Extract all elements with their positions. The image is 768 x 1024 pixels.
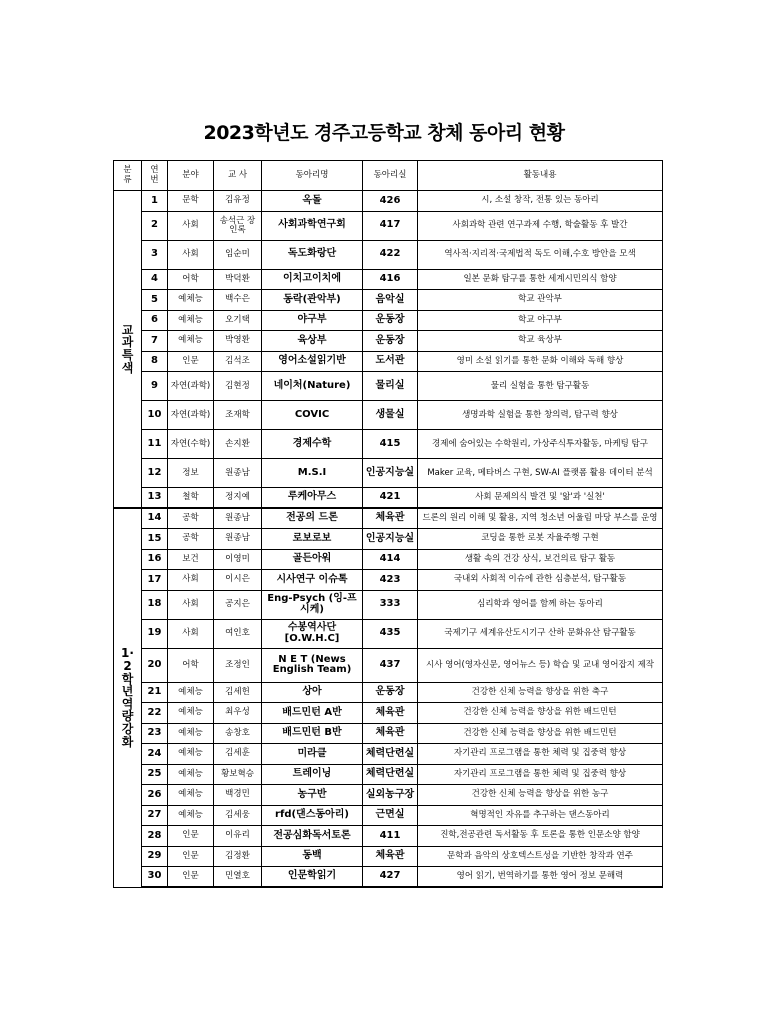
row-activity: 경제에 숨어있는 수학원리, 가상주식투자활동, 마케팅 탐구 [418,430,663,459]
row-room: 422 [363,240,418,269]
row-teacher: 최우성 [214,703,262,724]
row-activity: 국제기구 세계유산도시기구 산하 문화유산 탐구활동 [418,619,663,648]
row-number: 15 [142,529,168,550]
row-teacher: 조정인 [214,648,262,682]
row-number: 27 [142,805,168,826]
row-field: 예체능 [168,290,214,311]
table-row [114,372,663,401]
table-body [114,191,663,888]
row-field: 사회 [168,590,214,619]
row-field: 예체능 [168,785,214,806]
row-teacher: 송창호 [214,723,262,744]
row-teacher: 손지환 [214,430,262,459]
table-row [114,785,663,806]
table-row [114,826,663,847]
row-teacher: 김석조 [214,351,262,372]
row-activity: 일본 문화 탐구를 통한 세계시민의식 함양 [418,269,663,290]
row-club-name: 네이처(Nature) [262,372,363,401]
row-activity: 건강한 신체 능력을 향상을 위한 농구 [418,785,663,806]
row-field: 인문 [168,846,214,867]
row-number: 30 [142,867,168,888]
row-club-name: M.S.I [262,459,363,488]
table-row [114,846,663,867]
row-club-name: 경제수학 [262,430,363,459]
row-field: 인문 [168,826,214,847]
row-number: 1 [142,191,168,212]
row-teacher: 이유리 [214,826,262,847]
row-club-name: 수봉역사단 [O.W.H.C] [262,619,363,648]
row-activity: 물리 실험을 통한 탐구활동 [418,372,663,401]
row-number: 14 [142,508,168,529]
row-teacher: 임순미 [214,240,262,269]
row-club-name: 전공의 드론 [262,508,363,529]
row-club-name: 골든아워 [262,549,363,570]
row-field: 자연(수학) [168,430,214,459]
row-club-name: 로보로보 [262,529,363,550]
row-club-name: 배드민턴 A반 [262,703,363,724]
row-field: 정보 [168,459,214,488]
row-teacher: 이시은 [214,570,262,591]
category-label: 1·2학년 역량 강화 [121,646,134,749]
row-club-name: 배드민턴 B반 [262,723,363,744]
row-field: 예체능 [168,805,214,826]
header-teacher: 교 사 [214,161,262,191]
row-number: 11 [142,430,168,459]
row-teacher: 박영환 [214,331,262,352]
row-teacher: 원종남 [214,508,262,529]
row-activity: 건강한 신체 능력을 향상을 위한 배드민턴 [418,703,663,724]
header-field: 분야 [168,161,214,191]
table-row [114,867,663,888]
row-field: 보건 [168,549,214,570]
row-field: 철학 [168,488,214,509]
row-club-name: 인문학읽기 [262,867,363,888]
row-number: 21 [142,682,168,703]
row-field: 어학 [168,648,214,682]
table-row [114,290,663,311]
row-club-name: 동백 [262,846,363,867]
table-row [114,648,663,682]
row-field: 사회 [168,570,214,591]
row-activity: 자기관리 프로그램을 통한 체력 및 집중력 향상 [418,744,663,765]
row-field: 사회 [168,240,214,269]
row-field: 예체능 [168,331,214,352]
row-activity: 사회 문제의식 발견 및 '앎'과 '실천' [418,488,663,509]
row-club-name: Eng-Psych (잉-프시케) [262,590,363,619]
header-category: 분류 [114,161,142,191]
row-room: 도서관 [363,351,418,372]
row-number: 24 [142,744,168,765]
row-teacher: 백경민 [214,785,262,806]
row-club-name: 독도화랑단 [262,240,363,269]
table-row [114,549,663,570]
row-club-name: 동락(관악부) [262,290,363,311]
table-row [114,764,663,785]
row-teacher: 원종남 [214,459,262,488]
row-club-name: 옥돌 [262,191,363,212]
row-number: 28 [142,826,168,847]
table-row [114,310,663,331]
table-row [114,240,663,269]
row-activity: 생활 속의 건강 상식, 보건의료 탐구 활동 [418,549,663,570]
category-cell [114,191,142,509]
row-field: 어학 [168,269,214,290]
table-row [114,619,663,648]
row-room: 411 [363,826,418,847]
row-number: 6 [142,310,168,331]
row-number: 10 [142,401,168,430]
row-activity: 사회과학 관련 연구과제 수행, 학술활동 후 발간 [418,211,663,240]
row-field: 예체능 [168,744,214,765]
row-activity: 코딩을 통한 로봇 자율주행 구현 [418,529,663,550]
table-row [114,805,663,826]
row-teacher: 김유정 [214,191,262,212]
row-number: 5 [142,290,168,311]
row-club-name: 영어소설읽기반 [262,351,363,372]
row-club-name: COVIC [262,401,363,430]
row-room: 물리실 [363,372,418,401]
row-field: 예체능 [168,703,214,724]
table-row [114,269,663,290]
row-activity: 학교 육상부 [418,331,663,352]
row-activity: 심리학과 영어를 함께 하는 동아리 [418,590,663,619]
row-teacher: 백수은 [214,290,262,311]
row-number: 4 [142,269,168,290]
row-number: 22 [142,703,168,724]
row-field: 공학 [168,529,214,550]
row-club-name: 이치고이치에 [262,269,363,290]
row-number: 18 [142,590,168,619]
row-activity: 역사적·지리적·국제법적 독도 이해,수호 방안을 모색 [418,240,663,269]
row-room: 체육관 [363,703,418,724]
row-number: 19 [142,619,168,648]
row-club-name: 상아 [262,682,363,703]
row-room: 437 [363,648,418,682]
row-club-name: 미라클 [262,744,363,765]
row-teacher: 오기택 [214,310,262,331]
row-activity: 영어 읽기, 번역하기를 통한 영어 정보 문해력 [418,867,663,888]
row-teacher: 황보혁승 [214,764,262,785]
row-teacher: 박덕환 [214,269,262,290]
row-number: 20 [142,648,168,682]
row-room: 423 [363,570,418,591]
header-room: 동아리실 [363,161,418,191]
table-row [114,682,663,703]
row-room: 417 [363,211,418,240]
row-teacher: 여인호 [214,619,262,648]
row-field: 사회 [168,619,214,648]
header-club: 동아리명 [262,161,363,191]
row-field: 자연(과학) [168,401,214,430]
row-activity: 건강한 신체 능력을 향상을 위한 축구 [418,682,663,703]
row-number: 7 [142,331,168,352]
row-activity: 혁명적인 자유를 추구하는 댄스동아리 [418,805,663,826]
row-field: 사회 [168,211,214,240]
row-number: 8 [142,351,168,372]
row-field: 자연(과학) [168,372,214,401]
row-number: 9 [142,372,168,401]
header-number: 연번 [142,161,168,191]
row-room: 체육관 [363,846,418,867]
table-row [114,331,663,352]
table-row [114,191,663,212]
row-teacher: 이영미 [214,549,262,570]
table-row [114,430,663,459]
row-room: 인공지능실 [363,529,418,550]
row-activity: 문학과 음악의 상호텍스트성을 기반한 창작과 연주 [418,846,663,867]
row-teacher: 김세웅 [214,805,262,826]
row-activity: 학교 야구부 [418,310,663,331]
row-teacher: 원종남 [214,529,262,550]
row-field: 문학 [168,191,214,212]
row-activity: 학교 관악부 [418,290,663,311]
row-room: 체력단련실 [363,764,418,785]
row-number: 2 [142,211,168,240]
row-room: 체육관 [363,723,418,744]
row-club-name: 트레이닝 [262,764,363,785]
table-row [114,703,663,724]
row-activity: 건강한 신체 능력을 향상을 위한 배드민턴 [418,723,663,744]
row-number: 16 [142,549,168,570]
row-number: 13 [142,488,168,509]
row-field: 예체능 [168,764,214,785]
row-club-name: 루케아무스 [262,488,363,509]
row-number: 26 [142,785,168,806]
header-activity: 활동내용 [418,161,663,191]
row-number: 12 [142,459,168,488]
row-room: 생물실 [363,401,418,430]
table-row [114,488,663,509]
table-row [114,529,663,550]
row-field: 공학 [168,508,214,529]
row-activity: 국내외 사회적 이슈에 관한 심층분석, 탐구활동 [418,570,663,591]
row-room: 근면실 [363,805,418,826]
row-teacher: 민열호 [214,867,262,888]
row-club-name: 시사연구 이슈톡 [262,570,363,591]
row-room: 운동장 [363,682,418,703]
row-activity: 생명과학 실험을 통한 창의력, 탐구력 향상 [418,401,663,430]
category-cell [114,508,142,887]
row-room: 435 [363,619,418,648]
row-teacher: 공지은 [214,590,262,619]
row-room: 333 [363,590,418,619]
category-label: 교과 특색 [121,322,134,375]
row-number: 17 [142,570,168,591]
row-room: 운동장 [363,331,418,352]
row-room: 421 [363,488,418,509]
row-teacher: 김정환 [214,846,262,867]
table-row [114,508,663,529]
row-teacher: 조재학 [214,401,262,430]
row-club-name: 육상부 [262,331,363,352]
table-row [114,459,663,488]
row-room: 음악실 [363,290,418,311]
row-activity: 드론의 원리 이해 및 활용, 지역 청소년 어울림 마당 부스를 운영 [418,508,663,529]
row-room: 운동장 [363,310,418,331]
club-table [113,160,663,888]
row-club-name: 사회과학연구회 [262,211,363,240]
table-row [114,570,663,591]
row-activity: 영미 소설 읽기를 통한 문화 이해와 독해 향상 [418,351,663,372]
row-room: 427 [363,867,418,888]
row-club-name: 농구반 [262,785,363,806]
table-row [114,723,663,744]
table-header [114,161,663,191]
row-room: 415 [363,430,418,459]
table-row [114,401,663,430]
row-room: 인공지능실 [363,459,418,488]
row-number: 25 [142,764,168,785]
row-field: 인문 [168,351,214,372]
row-field: 예체능 [168,682,214,703]
row-field: 예체능 [168,310,214,331]
row-teacher: 김세훈 [214,744,262,765]
row-activity: 자기관리 프로그램을 통한 체력 및 집중력 향상 [418,764,663,785]
row-activity: 시, 소설 창작, 전통 있는 동아리 [418,191,663,212]
row-teacher: 김세헌 [214,682,262,703]
row-club-name: rfd(댄스동아리) [262,805,363,826]
row-room: 414 [363,549,418,570]
table-row [114,590,663,619]
row-number: 23 [142,723,168,744]
row-number: 3 [142,240,168,269]
row-room: 416 [363,269,418,290]
table-row [114,211,663,240]
row-teacher: 송석근 장인록 [214,211,262,240]
row-number: 29 [142,846,168,867]
row-room: 실외농구장 [363,785,418,806]
row-club-name: N E T (News English Team) [262,648,363,682]
row-field: 예체능 [168,723,214,744]
table-row [114,351,663,372]
page-title: 2023학년도 경주고등학교 창체 동아리 현황 [203,122,565,144]
row-activity: Maker 교육, 메타버스 구현, SW-AI 플랫폼 활용 데이터 분석 [418,459,663,488]
row-room: 체육관 [363,508,418,529]
row-club-name: 야구부 [262,310,363,331]
row-activity: 진학,전공관련 독서활동 후 토론을 통한 인문소양 함양 [418,826,663,847]
row-room: 체력단련실 [363,744,418,765]
row-club-name: 전공심화독서토론 [262,826,363,847]
row-teacher: 정지예 [214,488,262,509]
row-activity: 시사 영어(영자신문, 영어뉴스 등) 학습 및 교내 영어잡지 제작 [418,648,663,682]
row-field: 인문 [168,867,214,888]
table-row [114,744,663,765]
row-teacher: 김현정 [214,372,262,401]
row-room: 426 [363,191,418,212]
